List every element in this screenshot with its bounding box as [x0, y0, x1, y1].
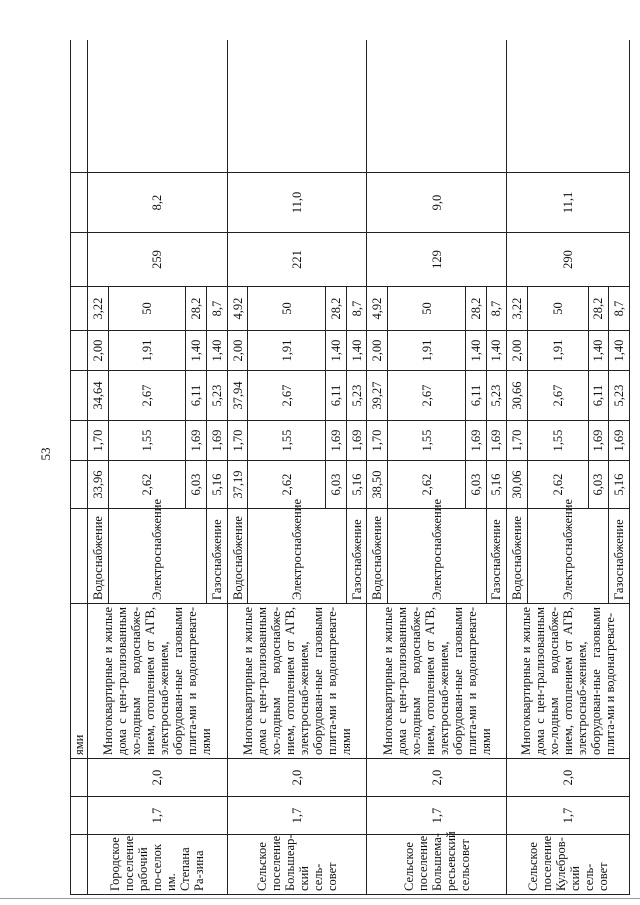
value-cell: 34,64 [88, 371, 109, 421]
value-cell: 1,69 [326, 421, 347, 461]
index-cell: 11,0 [227, 173, 367, 233]
service-name-cell: Электроснабжение [248, 509, 346, 604]
leftover-text: ями [71, 604, 88, 759]
coefficient-a-cell: 1,7 [88, 797, 228, 835]
value-cell: 1,70 [367, 421, 388, 461]
tariff-table-frame [70, 40, 630, 895]
rotated-table-container [70, 40, 630, 895]
service-name-cell: Электроснабжение [388, 509, 486, 604]
value-cell: 1,40 [486, 331, 507, 371]
value-cell: 39,27 [367, 371, 388, 421]
value-cell: 2,62 [108, 461, 186, 509]
value-cell: 30,66 [507, 371, 528, 421]
value-cell: 6,03 [588, 461, 609, 509]
settlement-cell: Сельское поселение Кулебров-ский сель-совет [507, 835, 630, 895]
value-cell: 8,7 [346, 287, 367, 331]
value-cell: 1,69 [186, 421, 207, 461]
value-cell: 1,69 [609, 421, 630, 461]
leftover-cell [71, 797, 88, 835]
value-cell: 5,23 [609, 371, 630, 421]
housing-type-cell: Многоквартирные и жилые дома с цен-трализованным хо-лодным водоснабже-нием, отоплением от АГВ, электроснаб-жением, оборудован-ные газовыми плита-ми и водонагревате-лями [88, 604, 228, 759]
value-cell: 37,19 [227, 461, 248, 509]
value-cell: 1,40 [465, 331, 486, 371]
value-cell: 2,62 [527, 461, 588, 509]
leftover-cell [71, 371, 88, 421]
table-body [71, 40, 630, 895]
leftover-cell [71, 461, 88, 509]
value-cell: 38,50 [367, 461, 388, 509]
table-row [367, 40, 388, 895]
value-cell: 1,55 [527, 421, 588, 461]
value-cell: 50 [248, 287, 326, 331]
value-cell: 1,69 [346, 421, 367, 461]
coefficient-b-cell: 2,0 [227, 759, 367, 797]
housing-type-cell: Многоквартирные и жилые дома с цен-трализованным хо-лодным водоснабже-нием, отоплением от АГВ, электроснаб-жением, оборудован-ные газовыми плита-ми и водонагревате- [507, 604, 630, 759]
value-cell: 1,69 [486, 421, 507, 461]
value-cell: 2,00 [88, 331, 109, 371]
value-cell: 50 [388, 287, 466, 331]
coefficient-b-cell: 2,0 [88, 759, 228, 797]
service-name-cell: Водоснабжение [507, 509, 528, 604]
service-name-cell: Электроснабжение [108, 509, 206, 604]
value-cell: 4,92 [227, 287, 248, 331]
value-cell: 6,11 [465, 371, 486, 421]
service-name-cell: Водоснабжение [227, 509, 248, 604]
leftover-cell [71, 421, 88, 461]
coefficient-b-cell: 2,0 [367, 759, 507, 797]
value-cell: 1,40 [609, 331, 630, 371]
leftover-cell [71, 331, 88, 371]
value-cell: 33,96 [88, 461, 109, 509]
value-cell: 2,00 [507, 331, 528, 371]
index-cell: 8,2 [88, 173, 228, 233]
page-number: 53 [38, 447, 53, 461]
value-cell: 2,62 [388, 461, 466, 509]
value-cell: 2,62 [248, 461, 326, 509]
value-cell: 6,03 [186, 461, 207, 509]
value-cell: 5,16 [346, 461, 367, 509]
service-name-cell: Газоснабжение [207, 509, 228, 604]
value-cell: 1,91 [527, 331, 588, 371]
housing-type-cell: Многоквартирные и жилые дома с цен-трализованным хо-лодным водоснабже-нием, отоплением от АГВ, электроснаб-жением, оборудован-ные газовыми плита-ми и водонагревате-лями [227, 604, 367, 759]
value-cell: 5,23 [486, 371, 507, 421]
value-cell: 28,2 [186, 287, 207, 331]
index-cell: 9,0 [367, 173, 507, 233]
value-cell: 1,91 [388, 331, 466, 371]
leftover-cell [71, 233, 88, 287]
value-cell: 5,16 [207, 461, 228, 509]
table-row [88, 40, 109, 895]
coefficient-a-cell: 1,7 [367, 797, 507, 835]
service-name-cell: Электроснабжение [527, 509, 608, 604]
table-row [507, 40, 528, 895]
coefficient-a-cell: 1,7 [507, 797, 630, 835]
index-cell: 11,1 [507, 173, 630, 233]
value-cell: 2,67 [388, 371, 466, 421]
leftover-cell [71, 759, 88, 797]
housing-type-cell: Многоквартирные и жилые дома с цен-трализованным хо-лодным водоснабже-нием, отоплением от АГВ, электроснаб-жением, оборудован-ные газовыми плита-ми и водонагревате-лями [367, 604, 507, 759]
value-cell: 8,7 [486, 287, 507, 331]
value-cell: 6,11 [186, 371, 207, 421]
tariff-table [70, 40, 630, 895]
value-cell: 6,11 [326, 371, 347, 421]
empty-cell [367, 40, 507, 173]
value-cell: 50 [108, 287, 186, 331]
value-cell: 28,2 [465, 287, 486, 331]
value-cell: 5,16 [486, 461, 507, 509]
value-cell: 4,92 [367, 287, 388, 331]
value-cell: 1,40 [588, 331, 609, 371]
empty-cell [507, 40, 630, 173]
value-cell: 1,40 [207, 331, 228, 371]
value-cell: 28,2 [326, 287, 347, 331]
value-cell: 2,67 [527, 371, 588, 421]
service-name-cell: Газоснабжение [486, 509, 507, 604]
value-cell: 1,91 [248, 331, 326, 371]
value-cell: 1,55 [248, 421, 326, 461]
value-cell: 5,23 [346, 371, 367, 421]
value-cell: 1,40 [186, 331, 207, 371]
value-cell: 30,06 [507, 461, 528, 509]
value-cell: 1,69 [465, 421, 486, 461]
value-cell: 1,40 [346, 331, 367, 371]
settlement-cell: Сельское поселение Большеар-ский сель-совет [227, 835, 367, 895]
leftover-cell [71, 173, 88, 233]
service-name-cell: Газоснабжение [346, 509, 367, 604]
leftover-cell [71, 509, 88, 604]
coefficient-b-cell: 2,0 [507, 759, 630, 797]
service-name-cell: Водоснабжение [367, 509, 388, 604]
total-cell: 290 [507, 233, 630, 287]
value-cell: 6,11 [588, 371, 609, 421]
value-cell: 28,2 [588, 287, 609, 331]
value-cell: 2,00 [367, 331, 388, 371]
value-cell: 2,67 [248, 371, 326, 421]
leftover-cell [71, 287, 88, 331]
scan-edge-line [0, 898, 640, 899]
empty-cell [88, 40, 228, 173]
empty-cell [227, 40, 367, 173]
service-name-cell: Газоснабжение [609, 509, 630, 604]
value-cell: 1,69 [207, 421, 228, 461]
total-cell: 259 [88, 233, 228, 287]
value-cell: 1,70 [507, 421, 528, 461]
value-cell: 8,7 [609, 287, 630, 331]
value-cell: 5,23 [207, 371, 228, 421]
service-name-cell: Водоснабжение [88, 509, 109, 604]
value-cell: 6,03 [326, 461, 347, 509]
leftover-row [71, 40, 88, 895]
value-cell: 1,70 [227, 421, 248, 461]
value-cell: 50 [527, 287, 588, 331]
value-cell: 1,40 [326, 331, 347, 371]
value-cell: 2,00 [227, 331, 248, 371]
value-cell: 1,91 [108, 331, 186, 371]
value-cell: 37,94 [227, 371, 248, 421]
leftover-cell [71, 835, 88, 895]
value-cell: 1,70 [88, 421, 109, 461]
total-cell: 129 [367, 233, 507, 287]
value-cell: 2,67 [108, 371, 186, 421]
value-cell: 6,03 [465, 461, 486, 509]
value-cell: 5,16 [609, 461, 630, 509]
coefficient-a-cell: 1,7 [227, 797, 367, 835]
value-cell: 8,7 [207, 287, 228, 331]
leftover-cell [71, 40, 88, 173]
value-cell: 1,55 [108, 421, 186, 461]
settlement-cell: Городское поселение рабочий по-селок им. Степана Ра-зина [88, 835, 228, 895]
value-cell: 3,22 [507, 287, 528, 331]
value-cell: 1,55 [388, 421, 466, 461]
settlement-cell: Сельское поселение Большема-ресьевский сельсовет [367, 835, 507, 895]
value-cell: 1,69 [588, 421, 609, 461]
value-cell: 3,22 [88, 287, 109, 331]
table-row [227, 40, 248, 895]
total-cell: 221 [227, 233, 367, 287]
